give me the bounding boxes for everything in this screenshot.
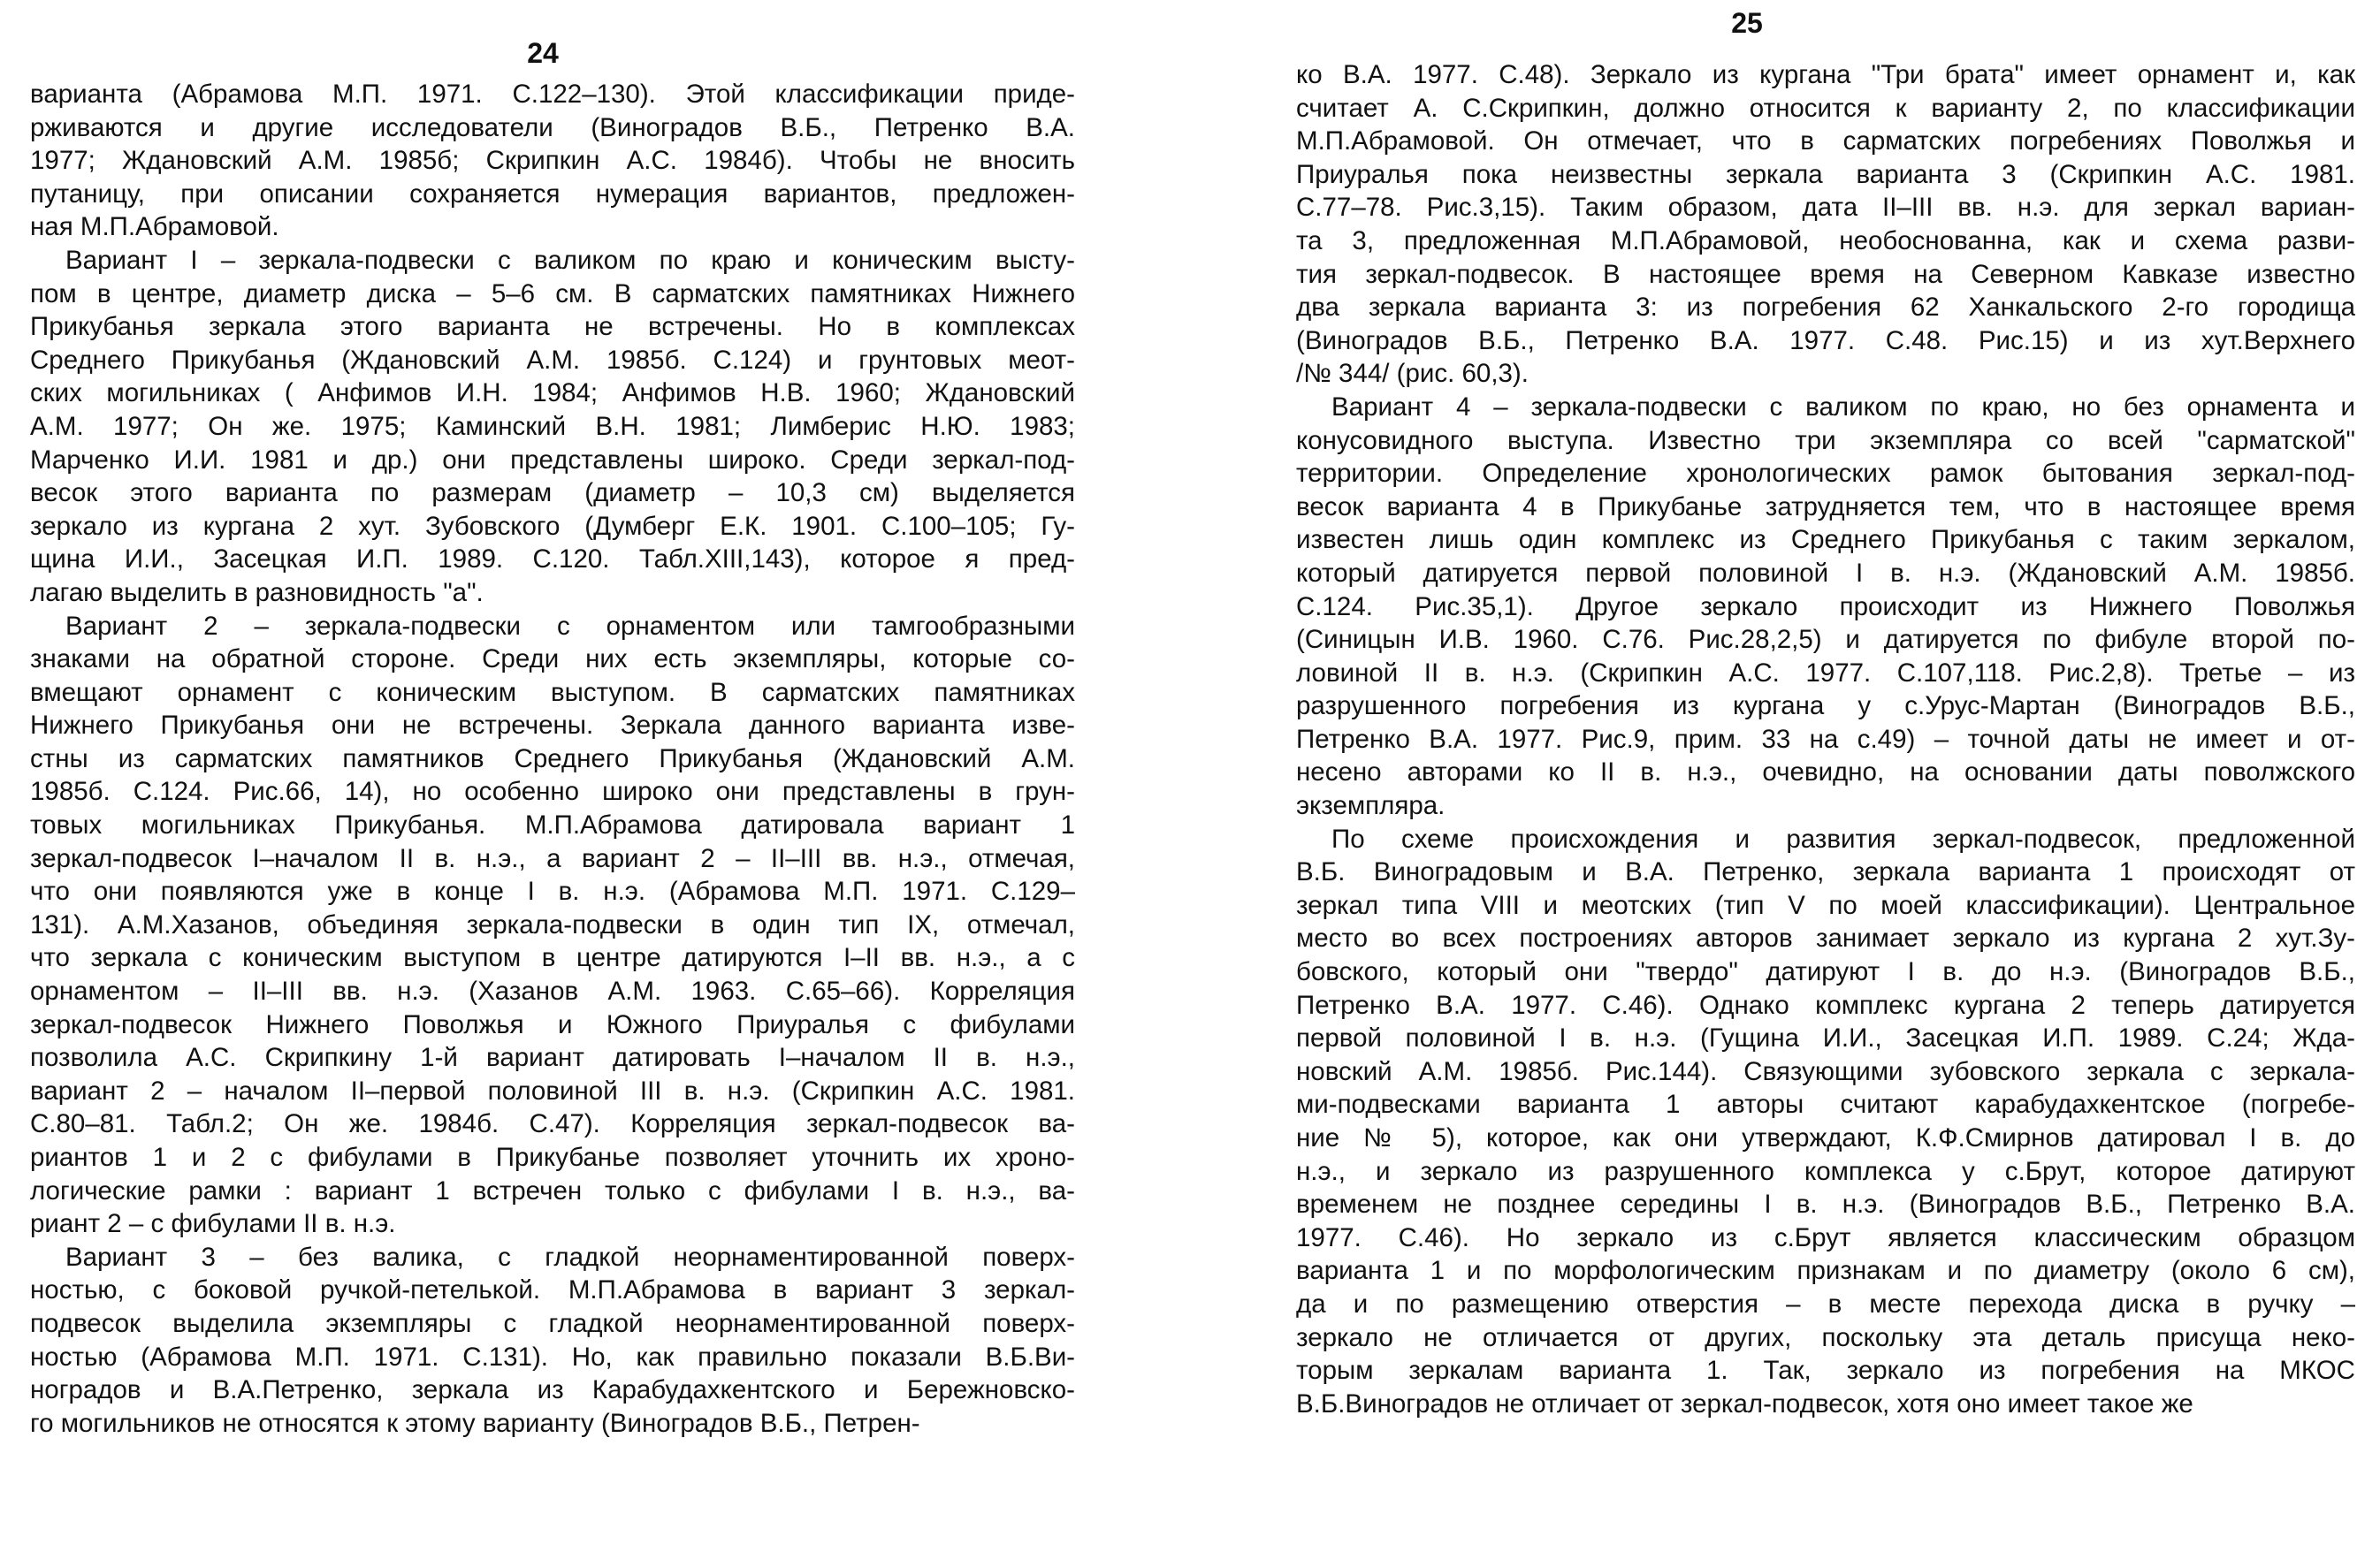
text-line: весок этого варианта по размерам (диаметр – 10,3 см) выделяется — [30, 478, 1075, 508]
text-line: место во всех построениях авторов занимает зеркало из кургана 2 хут.Зу- — [1296, 924, 2355, 954]
page-text — [30, 78, 1075, 1440]
text-line: территории. Определение хронологических рамок бытования зеркал-под- — [1296, 459, 2355, 489]
text-line: го могильников не относятся к этому варианту (Виноградов В.Б., Петрен- — [30, 1408, 920, 1438]
text-line: риантов 1 и 2 с фибулами в Прикубанье позволяет уточнить их хроно- — [30, 1143, 1075, 1172]
text-line: В.Б. Виноградовым и В.А. Петренко, зеркала варианта 1 происходят от — [1296, 857, 2355, 887]
text-line: путаницу, при описании сохраняется нумерация вариантов, предложен- — [30, 179, 1075, 209]
text-line: товых могильниках Прикубанья. М.П.Абрамова датировала вариант 1 — [30, 810, 1075, 841]
text-line: временем не позднее середины I в. н.э. (Виноградов В.Б., Петренко В.А. — [1296, 1190, 2355, 1220]
text-line: щина И.И., Засецкая И.П. 1989. С.120. Табл.XIII,143), которое я пред- — [30, 544, 1075, 574]
text-line: А.М. 1977; Он же. 1975; Каминский В.Н. 1981; Лимберис Н.Ю. 1983; — [30, 411, 1075, 441]
text-line: зеркал-подвесок I–началом II в. н.э., а вариант 2 – II–III вв. н.э., отмечая, — [30, 843, 1075, 873]
text-line: риант 2 – с фибулами II в. н.э. — [30, 1209, 396, 1239]
paragraph — [1296, 391, 2355, 823]
text-line: ских могильниках ( Анфимов И.Н. 1984; Анфимов Н.В. 1960; Ждановский — [30, 378, 1075, 408]
text-line: ко В.А. 1977. С.48). Зеркало из кургана "Три брата" имеет орнамент и, как — [1296, 60, 2355, 89]
text-line: ностью (Абрамова М.П. 1971. С.131). Но, как правильно показали В.Б.Ви- — [30, 1342, 1075, 1372]
text-line: По схеме происхождения и развития зеркал-подвесок, предложенной — [1331, 824, 2355, 854]
text-line: что они появляются уже в конце I в. н.э. (Абрамова М.П. 1971. С.129– — [30, 877, 1075, 907]
text-line: ние № 5), которое, как они утверждают, К.Ф.Смирнов датировал I в. до — [1296, 1123, 2355, 1153]
text-line: н.э., и зеркало из разрушенного комплекса у с.Брут, которое датируют — [1296, 1156, 2355, 1186]
paragraph — [1296, 58, 2355, 391]
text-line: знаками на обратной стороне. Среди них есть экземпляры, которые со- — [30, 644, 1075, 674]
text-line: Приуралья пока неизвестны зеркала варианта 3 (Скрипкин А.С. 1981. — [1296, 159, 2355, 189]
text-line: считает А. С.Скрипкин, должно относится к варианту 2, по классификации — [1296, 93, 2355, 123]
paragraph — [30, 78, 1075, 244]
paragraph — [30, 1241, 1075, 1441]
text-line: С.80–81. Табл.2; Он же. 1984б. С.47). Корреляция зеркал-подвесок ва- — [30, 1109, 1075, 1139]
text-line: несено авторами ко II в. н.э., очевидно, на основании даты поволжского — [1296, 757, 2355, 787]
text-line: позволила А.С. Скрипкину 1-й вариант датировать I–началом II в. н.э., — [30, 1043, 1075, 1073]
text-line: варианта (Абрамова М.П. 1971. С.122–130). Этой классификации приде- — [30, 80, 1075, 109]
page-number: 24 — [527, 37, 559, 69]
text-line: пом в центре, диаметр диска – 5–6 см. В сарматских памятниках Нижнего — [30, 278, 1075, 308]
text-line: зеркал-подвесок Нижнего Поволжья и Южного Приуралья с фибулами — [30, 1009, 1075, 1039]
text-line: 1985б. С.124. Рис.66, 14), но особенно широко они представлены в грун- — [30, 777, 1075, 807]
text-line: подвесок выделила экземпляры с гладкой неорнаментированной поверх- — [30, 1308, 1075, 1338]
text-line: разрушенного погребения из кургана у с.Урус-Мартан (Виноградов В.Б., — [1296, 691, 2355, 721]
text-line: бовского, который они "твердо" датируют I в. до н.э. (Виноградов В.Б., — [1296, 957, 2355, 987]
text-line: вмещают орнамент с коническим выступом. В сарматских памятниках — [30, 677, 1075, 707]
text-line: С.77–78. Рис.3,15). Таким образом, дата II–III вв. н.э. для зеркал вариан- — [1296, 193, 2355, 223]
text-line: ми-подвесками варианта 1 авторы считают карабудахкентское (погребе- — [1296, 1090, 2355, 1120]
text-line: Вариант 2 – зеркала-подвески с орнаментом или тамгообразными — [65, 611, 1075, 641]
text-line: Вариант 3 – без валика, с гладкой неорнаментированной поверх- — [65, 1242, 1075, 1272]
text-line: тия зеркал-подвесок. В настоящее время на Северном Кавказе известно — [1296, 259, 2355, 289]
text-line: зеркал типа VIII и меотских (тип V по моей классификации). Центральное — [1296, 890, 2355, 920]
text-line: зеркало из кургана 2 хут. Зубовского (Думберг Е.К. 1901. С.100–105; Гу- — [30, 511, 1075, 541]
text-line: торым зеркалам варианта 1. Так, зеркало из погребения на МКОС — [1296, 1356, 2355, 1386]
text-line: да и по размещению отверстия – в месте перехода диска в ручку – — [1296, 1289, 2355, 1319]
text-line: М.П.Абрамовой. Он отмечает, что в сарматских погребениях Поволжья и — [1296, 126, 2355, 156]
text-line: два зеркала варианта 3: из погребения 62 Ханкальского 2-го городища — [1296, 293, 2355, 323]
text-line: Вариант 4 – зеркала-подвески с валиком по краю, но без орнамента и — [1331, 392, 2355, 422]
text-line: лагаю выделить в разновидность "а". — [30, 577, 484, 607]
text-line: 1977. С.46). Но зеркало из с.Брут является классическим образцом — [1296, 1222, 2355, 1252]
text-line: Среднего Прикубанья (Ждановский А.М. 1985б. С.124) и грунтовых меот- — [30, 345, 1075, 375]
text-line: Петренко В.А. 1977. Рис.9, прим. 33 на с.49) – точной даты не имеет и от- — [1296, 724, 2355, 754]
text-line: варианта 1 и по морфологическим признакам и по диаметру (около 6 см), — [1296, 1256, 2355, 1286]
text-line: орнаментом – II–III вв. н.э. (Хазанов А.М. 1963. С.65–66). Корреляция — [30, 977, 1075, 1007]
right-page — [1190, 0, 2380, 1552]
text-line: новский А.М. 1985б. Рис.144). Связующими зубовского зеркала с зеркала- — [1296, 1056, 2355, 1086]
text-line: 1977; Ждановский А.М. 1985б; Скрипкин А.С. 1984б). Чтобы не вносить — [30, 146, 1075, 176]
page-number: 25 — [1731, 7, 1763, 39]
paragraph — [30, 610, 1075, 1241]
text-line: который датируется первой половиной I в. н.э. (Ждановский А.М. 1985б. — [1296, 558, 2355, 588]
text-line: известен лишь один комплекс из Среднего Прикубанья с таким зеркалом, — [1296, 525, 2355, 555]
text-line: что зеркала с коническим выступом в центре датируются I–II вв. н.э., а с — [30, 943, 1075, 973]
text-line: ловиной II в. н.э. (Скрипкин А.С. 1977. С.107,118. Рис.2,8). Третье – из — [1296, 658, 2355, 688]
text-line: ноградов и В.А.Петренко, зеркала из Карабудахкентского и Бережновско- — [30, 1375, 1075, 1405]
text-line: /№ 344/ (рис. 60,3). — [1296, 359, 1529, 389]
text-line: весок варианта 4 в Прикубанье затрудняется тем, что в настоящее время — [1296, 491, 2355, 521]
text-line: (Виноградов В.Б., Петренко В.А. 1977. С.48. Рис.15) и из хут.Верхнего — [1296, 325, 2355, 355]
text-line: Вариант I – зеркала-подвески с валиком по краю и коническим высту- — [65, 245, 1075, 275]
text-line: Петренко В.А. 1977. С.46). Однако комплекс кургана 2 теперь датируется — [1296, 990, 2355, 1020]
text-line: 131). А.М.Хазанов, объединяя зеркала-подвески в один тип IX, отмечал, — [30, 909, 1075, 940]
text-line: (Синицын И.В. 1960. С.76. Рис.28,2,5) и датируется по фибуле второй по- — [1296, 625, 2355, 655]
text-line: та 3, предложенная М.П.Абрамовой, необоснованна, как и схема разви- — [1296, 225, 2355, 255]
text-line: Марченко И.И. 1981 и др.) они представлены широко. Среди зеркал-под- — [30, 445, 1075, 475]
text-line: Нижнего Прикубанья они не встречены. Зеркала данного варианта изве- — [30, 711, 1075, 741]
text-line: логические рамки : вариант 1 встречен только с фибулами I в. н.э., ва- — [30, 1175, 1075, 1206]
paragraph — [1296, 823, 2355, 1421]
text-line: экземпляра. — [1296, 791, 1446, 821]
paragraph — [30, 244, 1075, 610]
text-line: В.Б.Виноградов не отличает от зеркал-подвесок, хотя оно имеет такое же — [1296, 1388, 2193, 1419]
text-line: ная М.П.Абрамовой. — [30, 212, 279, 242]
text-line: Прикубанья зеркала этого варианта не встречены. Но в комплексах — [30, 312, 1075, 342]
text-line: первой половиной I в. н.э. (Гущина И.И., Засецкая И.П. 1989. С.24; Жда- — [1296, 1023, 2355, 1054]
text-line: вариант 2 – началом II–первой половиной III в. н.э. (Скрипкин А.С. 1981. — [30, 1076, 1075, 1106]
text-line: рживаются и другие исследователи (Виноградов В.Б., Петренко В.А. — [30, 112, 1075, 142]
page-text — [1296, 58, 2355, 1420]
text-line: С.124. Рис.35,1). Другое зеркало происходит из Нижнего Поволжья — [1296, 591, 2355, 621]
text-line: стны из сарматских памятников Среднего Прикубанья (Ждановский А.М. — [30, 743, 1075, 773]
text-line: ностью, с боковой ручкой-петелькой. М.П.Абрамова в вариант 3 зеркал- — [30, 1275, 1075, 1305]
text-line: зеркало не отличается от других, поскольку эта деталь присуща неко- — [1296, 1322, 2355, 1352]
text-line: конусовидного выступа. Известно три экземпляра со всей "сарматской" — [1296, 425, 2355, 455]
